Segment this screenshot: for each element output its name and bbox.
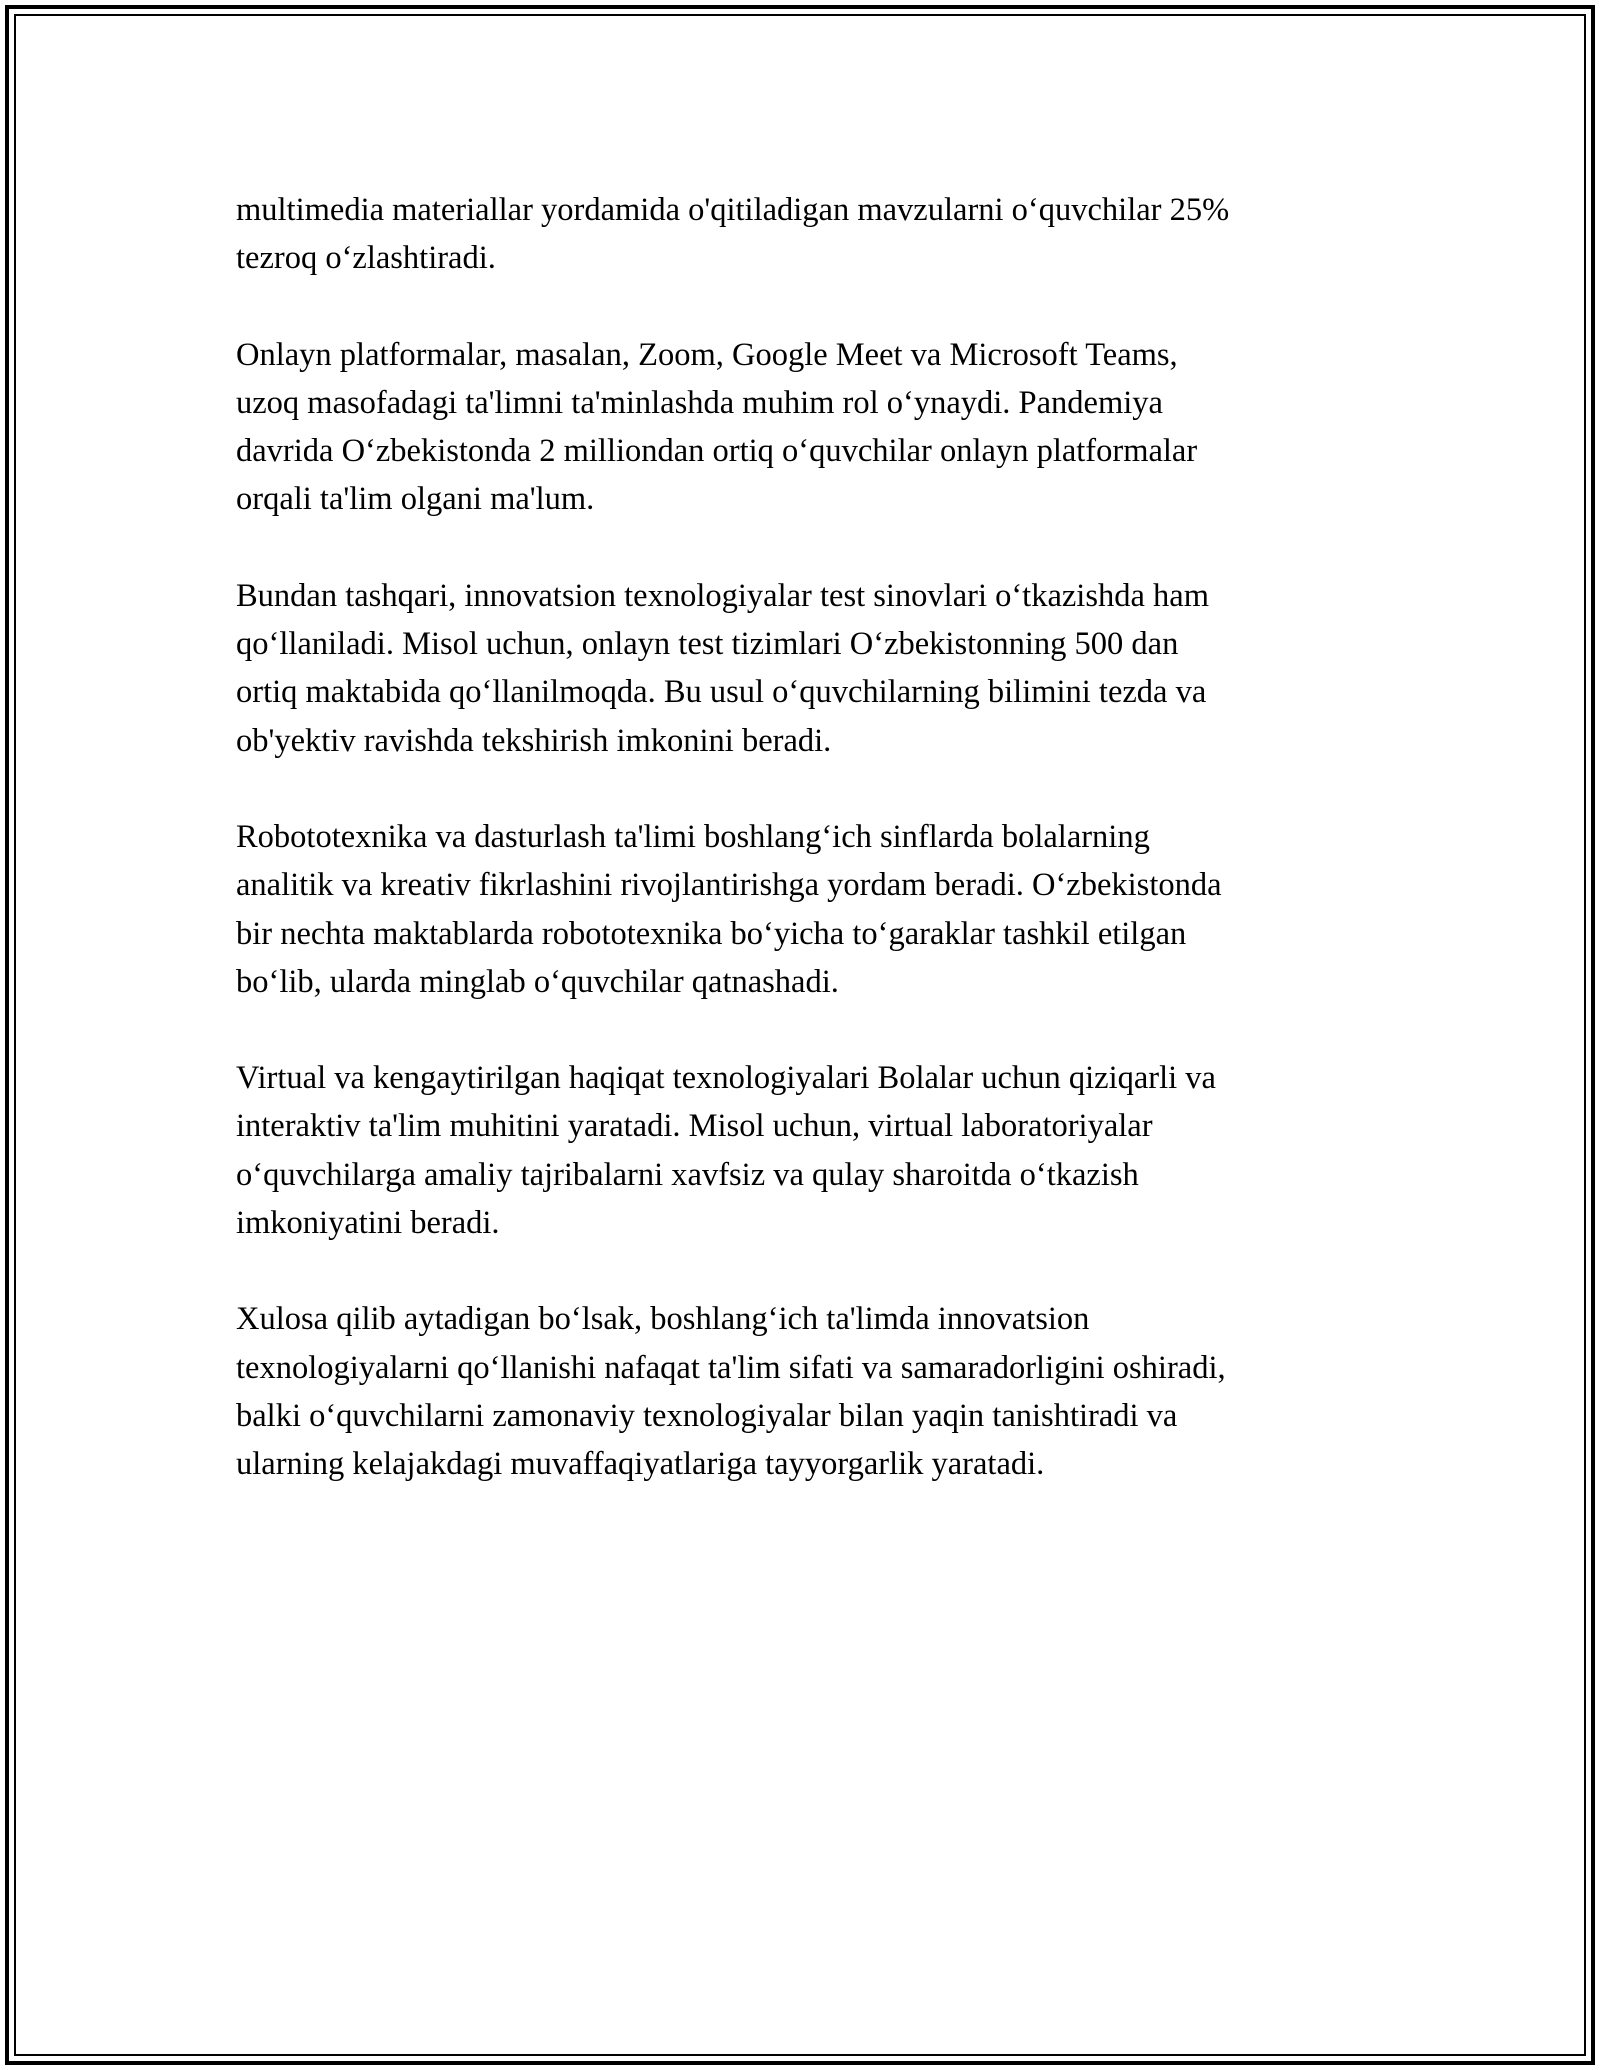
document-body <box>236 186 1366 1537</box>
paragraph-testing: Bundan tashqari, innovatsion texnologiyalar test sinovlari o‘tkazishda ham qo‘llaniladi. Misol uchun, onlayn test tizimlari O‘zbekistonning 500 dan ortiq maktabida qo‘llanilmoqda. Bu usul o‘quvchilarning bilimini tezda va ob'yektiv ravishda tekshirish imkonini beradi. <box>236 577 1209 759</box>
paragraph-conclusion: Xulosa qilib aytadigan bo‘lsak, boshlang‘ich ta'limda innovatsion texnologiyalarni qo‘llanishi nafaqat ta'lim sifati va samaradorligini oshiradi, balki o‘quvchilarni zamonaviy texnologiyalar bilan yaqin tanishtiradi va ularning kelajakdagi muvaffaqiyatlariga tayyorgarlik yaratadi. <box>236 1301 1226 1483</box>
paragraph-robotics: Robototexnika va dasturlash ta'limi boshlang‘ich sinflarda bolalarning analitik va kreativ fikrlashini rivojlantirishga yordam beradi. O‘zbekistonda bir nechta maktablarda robototexnika bo‘yicha to‘garaklar tashkil etilgan bo‘lib, ularda minglab o‘quvchilar qatnashadi. <box>236 818 1222 1000</box>
paragraph-online-platforms: Onlayn platformalar, masalan, Zoom, Google Meet va Microsoft Teams, uzoq masofadagi ta'limni ta'minlashda muhim rol o‘ynaydi. Pandemiya davrida O‘zbekistonda 2 milliondan ortiq o‘quvchilar onlayn platformalar orqali ta'lim olgani ma'lum. <box>236 336 1198 518</box>
paragraph-virtual-reality: Virtual va kengaytirilgan haqiqat texnologiyalari Bolalar uchun qiziqarli va interaktiv ta'lim muhitini yaratadi. Misol uchun, virtual laboratoriyalar o‘quvchilarga amaliy tajribalarni xavfsiz va qulay sharoitda o‘tkazish imkoniyatini beradi. <box>236 1060 1216 1242</box>
paragraph-multimedia: multimedia materiallar yordamida o'qitiladigan mavzularni o‘quvchilar 25% tezroq o‘zlashtiradi. <box>236 192 1230 277</box>
